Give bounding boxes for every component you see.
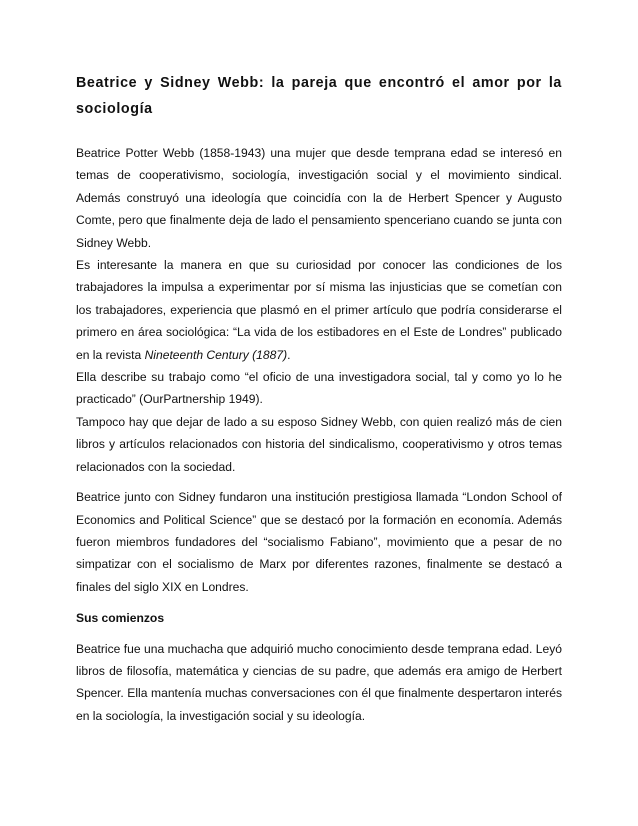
journal-title: Nineteenth Century (1887) [144,347,288,362]
paragraph-london-school: Beatrice junto con Sidney fundaron una institución prestigiosa llamada “London School of Economics and Political Science” que se destacó por la formación en economía. Además fueron miembros fundadores del “socialismo Fabiano”, movimiento que a pesar de no simpatizar con el socialismo de Marx por diferentes razones, finalmente se destacó a finales del siglo XIX en Londres. [76,490,562,594]
paragraph-curiosity-text: Es interesante la manera en que su curiosidad por conocer las condiciones de los trabajadores la impulsa a experimentar por sí misma las injusticias que se cometían con los trabajadores, experiencia que plasmó en el primer artículo que podría considerarse el primero en área sociológica: “La vida de los estibadores en el Este de Londres” publicado en la revista [76,258,562,362]
paragraph-intro: Beatrice Potter Webb (1858-1943) una mujer que desde temprana edad se interesó en temas de cooperativismo, sociología, investigación social y el movimiento sindical. Además construyó una ideología que coincidía con la de Herbert Spencer y Augusto Comte, pero que finalmente deja de lado el pensamiento spenceriano cuando se junta con Sidney Webb. [76,146,562,250]
paragraph-curiosity-end: . [287,347,291,362]
paragraph-sidney: Tampoco hay que dejar de lado a su esposo Sidney Webb, con quien realizó más de cien libros y artículos relacionados con historia del sindicalismo, cooperativismo y otros temas relacionados con la sociedad. [76,414,562,474]
paragraph-curiosity [76,254,562,366]
section-heading: Sus comienzos [76,611,165,626]
paragraph-description: Ella describe su trabajo como “el oficio de una investigadora social, tal y como yo lo he practicado” (OurPartnership 1949). [76,370,562,407]
document-page [76,70,562,727]
paragraph-beginnings: Beatrice fue una muchacha que adquirió mucho conocimiento desde temprana edad. Leyó libros de filosofía, matemática y ciencias de su padre, que además era amigo de Herbert Spencer. Ella mantenía muchas conversaciones con él que finalmente despertaron interés en la sociología, la investigación social y su ideología. [76,641,562,723]
document-title: Beatrice y Sidney Webb: la pareja que encontró el amor por la sociología [76,75,562,117]
